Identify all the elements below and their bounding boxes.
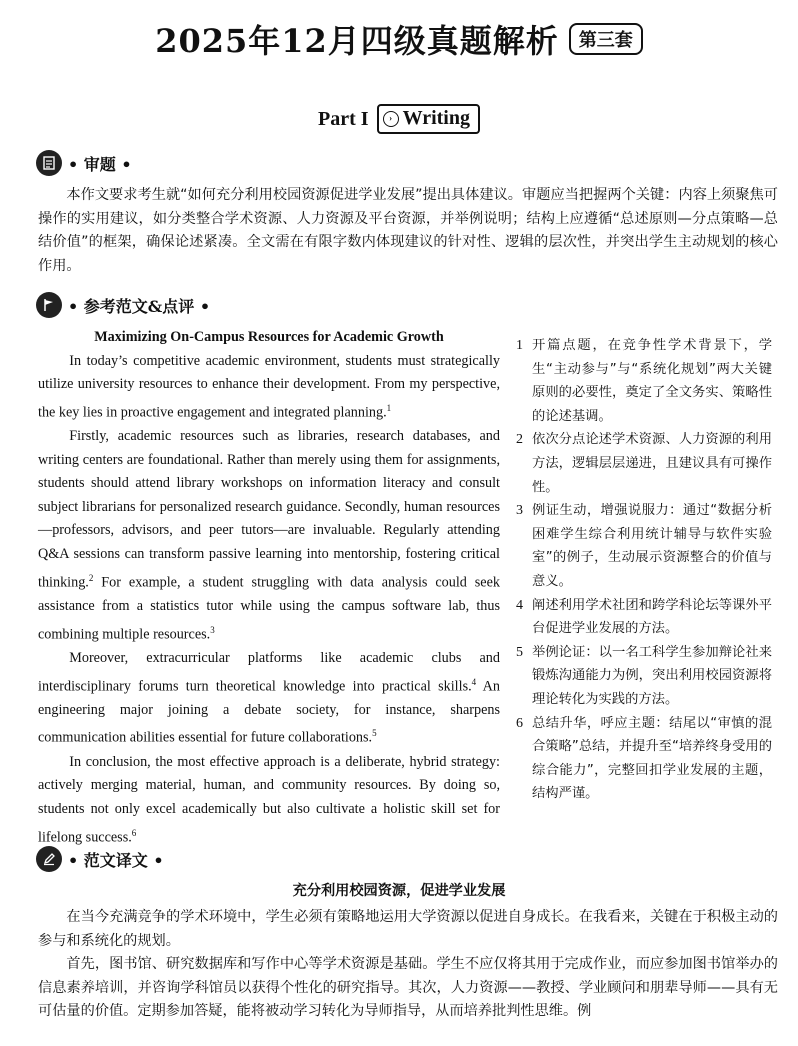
essay-paragraph: [38, 751, 500, 850]
note-ref: 4: [471, 676, 477, 687]
note-item: [516, 594, 772, 641]
note-number: 5: [516, 644, 523, 660]
note-item: [516, 641, 772, 712]
sample-heading: [36, 292, 210, 318]
essay-paragraph: [38, 425, 500, 647]
note-ref: 3: [210, 624, 215, 635]
note-item: [516, 712, 772, 806]
note-ref: 2: [88, 572, 94, 583]
pen-icon: [36, 846, 62, 872]
note-number: 1: [516, 338, 523, 353]
essay-paragraph-text: An engineering major joining a debate society, for instance, sharpens communication abilities essential for future collaborations.: [38, 678, 500, 747]
document-icon: [36, 150, 62, 176]
note-ref: 1: [386, 402, 392, 413]
note-text: 例证生动，增强说服力：通过“数据分析困难学生综合利用统计辅导与软件实验室”的例子，生动展示资源整合的价值与意义。: [532, 503, 772, 589]
essay-title: Maximizing On-Campus Resources for Academic Growth: [94, 329, 444, 345]
note-item: [516, 499, 772, 593]
translation-title: 充分利用校园资源，促进学业发展: [292, 883, 506, 899]
translation-text: [38, 906, 778, 1024]
note-text: 举例论证：以一名工科学生参加辩论社来锻炼沟通能力为例，突出利用校园资源将理论转化为实践的方法。: [532, 644, 772, 707]
note-ref: 5: [372, 728, 377, 739]
chevron-right-icon: ›: [383, 111, 399, 127]
note-item: [516, 428, 772, 499]
page-header: [0, 16, 798, 62]
essay-paragraph-text: In today’s competitive academic environment, students must strategically utilize university resources to enhance their development. From my perspective, the key lies in proactive engagement and integrated planning.: [38, 352, 500, 421]
essay-paragraph: [38, 350, 500, 426]
note-text: 依次分点论述学术资源、人力资源的利用方法，逻辑层层递进，且建议具有可操作性。: [532, 432, 772, 495]
analysis-heading: [36, 150, 132, 176]
part-label: Part I: [318, 107, 369, 130]
analysis-paragraph: 本作文要求考生就“如何充分利用校园资源促进学业发展”提出具体建议。审题应当把握两个关键：内容上须聚焦可操作的实用建议，如分类整合学术资源、人力资源及平台资源，并举例说明；结构上应遵循“总述原则—分点策略—总结价值”的框架，确保论述紧凑。全文需在有限字数内体现建议的针对性、逻辑的层次性，并突出学生主动规划的核心作用。: [38, 187, 778, 274]
flag-icon: [36, 292, 62, 318]
section-name: Writing: [402, 107, 470, 129]
note-number: 3: [516, 503, 523, 519]
note-ref: 6: [131, 827, 137, 838]
edition-badge: 第三套: [569, 23, 643, 55]
essay-paragraph: [38, 647, 500, 751]
essay-paragraph-text: Firstly, academic resources such as libraries, research databases, and writing centers are foundational. Rather than merely using them for assignments, students should attend library workshops on information literacy and consult subject librarians for personalized research guidance. Secondly, human resources—professors, advisors, and peer tutors—are invaluable. Regularly attending Q&A sessions can transform passive learning into mentorship, fostering critical thinking.: [38, 428, 500, 591]
essay-paragraph-text: Moreover, extracurricular platforms like academic clubs and interdisciplinary forums turn theoretical knowledge into practical skills.: [38, 649, 500, 695]
essay-paragraph-text: For example, a student struggling with data analysis could seek assistance from a statistics tutor while using the campus software lab, thus combining multiple resources.: [38, 574, 500, 643]
note-number: 6: [516, 715, 523, 731]
note-text: 总结升华，呼应主题：结尾以“审慎的混合策略”总结，并提升至“培养终身受用的综合能力”，完整回扣学业发展的主题，结构严谨。: [532, 715, 772, 802]
analysis-heading-label: • 审题 •: [68, 154, 132, 174]
note-number: 2: [516, 432, 523, 448]
translation-paragraph: 在当今充满竞争的学术环境中，学生必须有策略地运用大学资源以促进自身成长。在我看来，关键在于积极主动的参与和系统化的规划。: [38, 909, 778, 949]
translation-heading: [36, 846, 164, 872]
sample-heading-label: • 参考范文&点评 •: [68, 296, 211, 316]
commentary-notes: [516, 334, 772, 806]
sample-essay: [38, 326, 500, 850]
translation-heading-label: • 范文译文 •: [68, 850, 164, 870]
translation-paragraph: 首先，图书馆、研究数据库和写作中心等学术资源是基础。学生不应仅将其用于完成作业，而应参加图书馆举办的信息素养培训，并咨询学科馆员以获得个性化的研究指导。其次，人力资源——教授、学业顾问和朋辈导师——具有无可估量的价值。定期参加答疑，能将被动学习转化为导师指导，从而培养批判性思维。例: [38, 956, 778, 1019]
analysis-text: [38, 184, 778, 278]
page-title: 2025年12月四级真题解析: [155, 22, 559, 60]
essay-paragraph-text: In conclusion, the most effective approach is a deliberate, hybrid strategy: actively merging material, human, and community resources. By doing so, students not only excel academically but also cultivate a holistic skill set for lifelong success.: [38, 753, 500, 846]
part-heading: [0, 104, 798, 134]
note-number: 4: [516, 597, 523, 613]
section-box: [377, 104, 480, 134]
note-text: 阐述利用学术社团和跨学科论坛等课外平台促进学业发展的方法。: [532, 597, 772, 637]
note-text: 开篇点题，在竞争性学术背景下，学生“主动参与”与“系统化规划”两大关键原则的必要性，奠定了全文务实、策略性的论述基调。: [532, 338, 772, 424]
note-item: [516, 334, 772, 428]
